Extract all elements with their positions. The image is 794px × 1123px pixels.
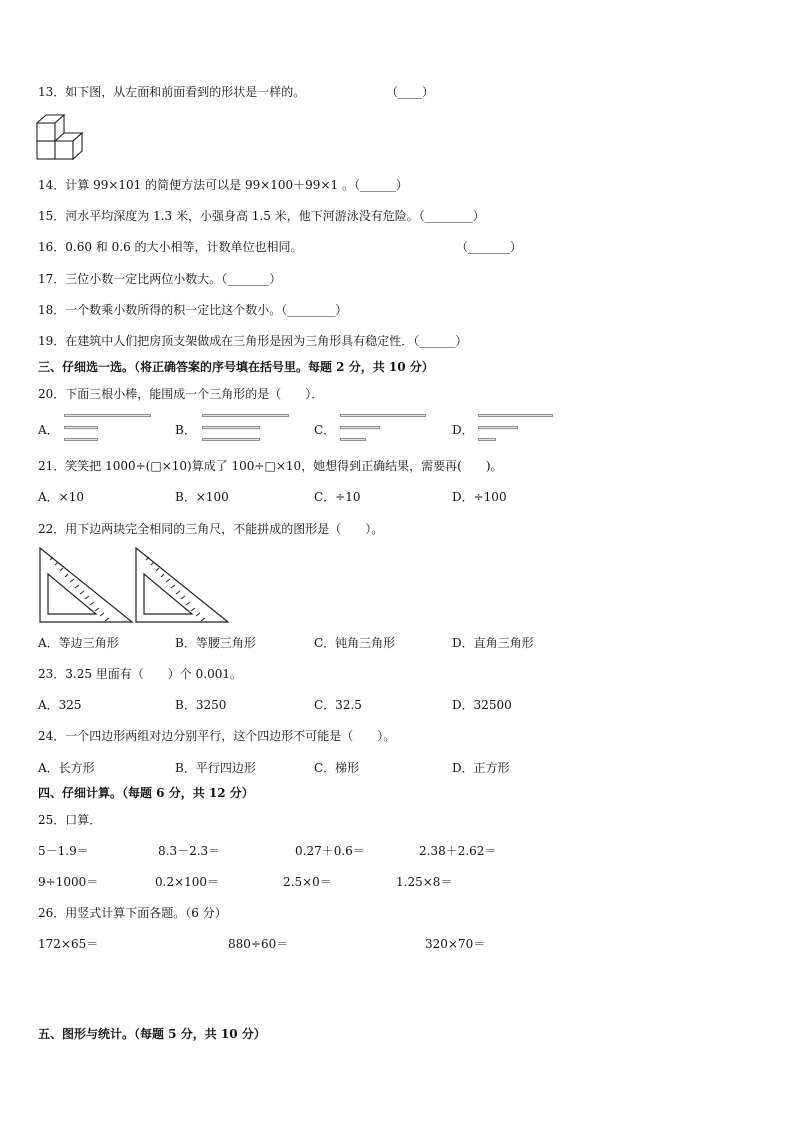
q25-item: 2.38＋2.62＝ xyxy=(419,844,497,858)
q25-item: 5－1.9＝ xyxy=(38,844,89,858)
q17: 17．三位小数一定比两位小数大。（_______） xyxy=(38,272,282,286)
stick-d-3 xyxy=(478,438,496,441)
stick-b-1 xyxy=(202,414,289,417)
q22-option-d[interactable]: D．直角三角形 xyxy=(452,636,534,650)
q24-option-b[interactable]: B．平行四边形 xyxy=(175,761,256,775)
q22-stem: 22．用下边两块完全相同的三角尺，不能拼成的图形是（ ）。 xyxy=(38,522,384,536)
q23-stem: 23．3.25 里面有（ ）个 0.001。 xyxy=(38,667,242,681)
q24-option-c[interactable]: C．梯形 xyxy=(314,761,360,775)
stick-c-1 xyxy=(340,414,426,417)
set-square-1 xyxy=(40,548,132,622)
section-5-heading: 五、图形与统计。（每题 5 分，共 10 分） xyxy=(38,1027,266,1041)
q24-stem: 24．一个四边形两组对边分别平行，这个四边形不可能是（ ）。 xyxy=(38,729,396,743)
set-square-2 xyxy=(136,548,228,622)
q20-option-c[interactable]: C． xyxy=(314,423,336,437)
q21-option-d[interactable]: D．÷100 xyxy=(452,490,507,504)
q26-item: 880÷60＝ xyxy=(228,937,289,951)
q24-option-d[interactable]: D．正方形 xyxy=(452,761,510,775)
q21-option-b[interactable]: B．×100 xyxy=(175,490,229,504)
q26-stem: 26．用竖式计算下面各题。（6 分） xyxy=(38,906,227,920)
cube-stack-figure xyxy=(36,113,88,163)
stick-a-2 xyxy=(64,426,98,429)
section-3-heading: 三、仔细选一选。（将正确答案的序号填在括号里。每题 2 分，共 10 分） xyxy=(38,360,434,374)
q22-option-b[interactable]: B．等腰三角形 xyxy=(175,636,256,650)
q25-item: 0.2×100＝ xyxy=(155,875,220,889)
q26-item: 320×70＝ xyxy=(425,937,486,951)
q21-option-a[interactable]: A．×10 xyxy=(38,490,84,504)
q13-text: 13．如下图，从左面和前面看到的形状是一样的。 xyxy=(38,85,306,99)
q20-stem: 20．下面三根小棒，能围成一个三角形的是（ ）． xyxy=(38,387,324,401)
q22-option-c[interactable]: C．钝角三角形 xyxy=(314,636,396,650)
q25-item: 1.25×8＝ xyxy=(396,875,453,889)
stick-d-1 xyxy=(478,414,553,417)
q15: 15．河水平均深度为 1.3 米，小强身高 1.5 米，他下河游泳没有危险。（________） xyxy=(38,209,485,223)
stick-c-3 xyxy=(340,438,366,441)
stick-c-2 xyxy=(340,426,380,429)
q24-option-a[interactable]: A．长方形 xyxy=(38,761,95,775)
stick-d-2 xyxy=(478,426,518,429)
q23-option-a[interactable]: A．325 xyxy=(38,698,82,712)
q23-option-d[interactable]: D．32500 xyxy=(452,698,512,712)
q23-option-b[interactable]: B．3250 xyxy=(175,698,227,712)
q16-blank[interactable]: （_______） xyxy=(456,240,523,254)
q14: 14．计算 99×101 的简便方法可以是 99×100＋99×1 。（______） xyxy=(38,178,408,192)
q19: 19．在建筑中人们把房顶支架做成在三角形是因为三角形具有稳定性．（______） xyxy=(38,334,468,348)
q25-item: 9÷1000＝ xyxy=(38,875,99,889)
q21-stem: 21．笑笑把 1000÷(□×10)算成了 100÷□×10，她想得到正确结果，需要再( )。 xyxy=(38,459,503,473)
q26-item: 172×65＝ xyxy=(38,937,99,951)
section-4-heading: 四、仔细计算。（每题 6 分，共 12 分） xyxy=(38,786,254,800)
q25-item: 0.27＋0.6＝ xyxy=(295,844,365,858)
q13-blank[interactable]: （____） xyxy=(386,85,435,99)
q25-item: 2.5×0＝ xyxy=(283,875,332,889)
q20-option-b[interactable]: B． xyxy=(175,423,196,437)
q20-option-a[interactable]: A． xyxy=(38,423,59,437)
q23-option-c[interactable]: C．32.5 xyxy=(314,698,362,712)
stick-a-3 xyxy=(64,438,98,441)
q20-option-d[interactable]: D． xyxy=(452,423,474,437)
stick-a-1 xyxy=(64,414,151,417)
q25-stem: 25．口算． xyxy=(38,813,102,827)
q22-option-a[interactable]: A．等边三角形 xyxy=(38,636,119,650)
stick-b-2 xyxy=(202,426,260,429)
q21-option-c[interactable]: C．÷10 xyxy=(314,490,361,504)
q16-text: 16．0.60 和 0.6 的大小相等，计数单位也相同。 xyxy=(38,240,303,254)
stick-b-3 xyxy=(202,438,260,441)
set-square-figures xyxy=(38,546,232,624)
q25-item: 8.3－2.3＝ xyxy=(158,844,221,858)
q18: 18．一个数乘小数所得的积一定比这个数小。（________） xyxy=(38,303,348,317)
